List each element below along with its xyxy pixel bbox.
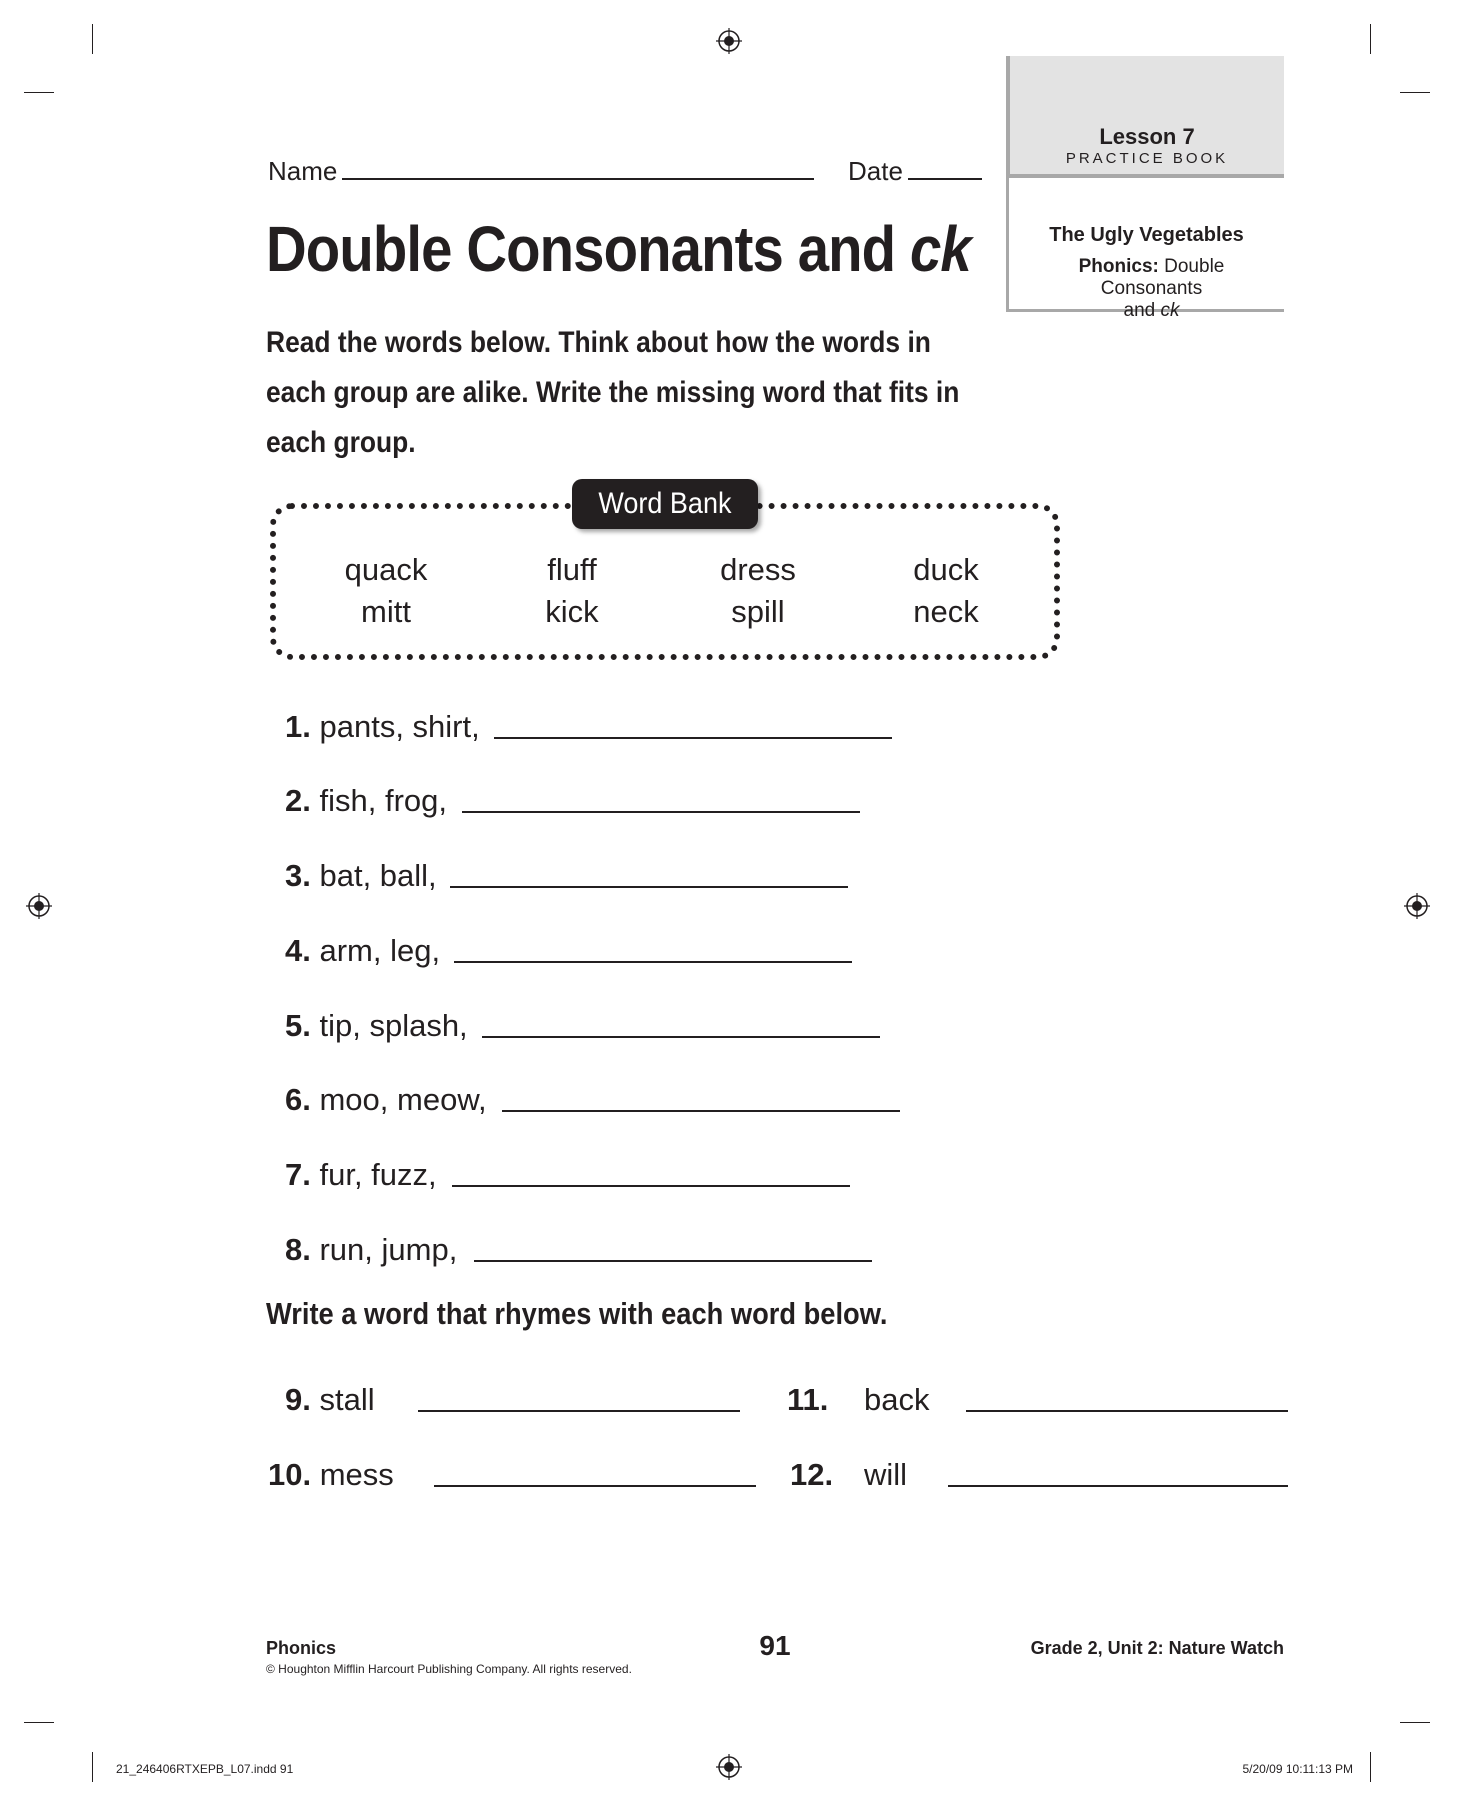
rhyme-answer-line-10[interactable] xyxy=(434,1485,756,1487)
answer-line-6[interactable] xyxy=(502,1110,900,1112)
word-bank-word: spill xyxy=(731,594,785,629)
question-5: 5. tip, splash, xyxy=(285,1008,468,1043)
rhyme-question-11: 11. xyxy=(787,1382,829,1417)
question-6: 6. moo, meow, xyxy=(285,1082,487,1117)
rhyme-question-12: 12. xyxy=(790,1457,834,1492)
word-bank-word: quack xyxy=(344,552,428,587)
story-box xyxy=(1006,178,1284,321)
name-label: Name xyxy=(268,156,338,186)
word-bank-word: fluff xyxy=(547,552,597,587)
question-1: 1. pants, shirt, xyxy=(285,709,480,744)
answer-line-4[interactable] xyxy=(454,961,852,963)
registration-target-icon xyxy=(716,1754,742,1780)
practice-book-label: PRACTICE BOOK xyxy=(1065,150,1229,167)
rhyme-word-11: back xyxy=(864,1382,930,1417)
question-3: 3. bat, ball, xyxy=(285,858,437,893)
word-bank-word: mitt xyxy=(361,594,411,629)
crop-mark xyxy=(92,24,93,54)
answer-line-8[interactable] xyxy=(474,1260,872,1262)
question-8: 8. run, jump, xyxy=(285,1232,458,1267)
rhyme-instructions: Write a word that rhymes with each word below. xyxy=(266,1296,888,1331)
story-title: The Ugly Vegetables xyxy=(1049,224,1244,246)
crop-mark xyxy=(1370,1752,1371,1782)
rhyme-question-9: 9. stall xyxy=(285,1382,375,1417)
question-7: 7. fur, fuzz, xyxy=(285,1157,437,1192)
lesson-box xyxy=(1006,56,1284,178)
answer-line-7[interactable] xyxy=(452,1185,850,1187)
name-field[interactable] xyxy=(342,178,814,180)
title-ck: ck xyxy=(909,213,971,285)
page-title xyxy=(266,212,971,286)
word-bank-word: neck xyxy=(913,594,979,629)
registration-target-icon xyxy=(716,28,742,54)
answer-line-2[interactable] xyxy=(462,811,860,813)
instructions: Read the words below. Think about how the words in each group are alike. Write the missing word that fits in each group. xyxy=(266,326,960,459)
phonics-ck: ck xyxy=(1160,300,1180,321)
slug-timestamp: 5/20/09 10:11:13 PM xyxy=(1242,1762,1353,1776)
rhyme-word-12: will xyxy=(864,1457,908,1492)
word-bank-label: Word Bank xyxy=(572,479,758,529)
crop-mark xyxy=(1370,24,1371,54)
phonics-and: and xyxy=(1123,300,1156,321)
question-2: 2. fish, frog, xyxy=(285,783,447,818)
story-phonics xyxy=(1029,256,1274,322)
registration-target-icon xyxy=(26,893,52,919)
answer-line-3[interactable] xyxy=(450,886,848,888)
word-bank-word: dress xyxy=(720,552,796,587)
crop-mark xyxy=(1400,1722,1430,1723)
footer-copyright: © Houghton Mifflin Harcourt Publishing Company. All rights reserved. xyxy=(266,1662,632,1676)
phonics-text: Double Consonants xyxy=(1100,256,1225,299)
lesson-number: Lesson 7 xyxy=(1099,124,1195,149)
question-4: 4. arm, leg, xyxy=(285,933,441,968)
slug-filename: 21_246406RTXEPB_L07.indd 91 xyxy=(116,1762,294,1776)
word-bank-word: kick xyxy=(545,594,599,629)
crop-mark xyxy=(24,1722,54,1723)
word-bank-word: duck xyxy=(913,552,979,587)
rhyme-answer-line-12[interactable] xyxy=(948,1485,1288,1487)
footer-grade-unit: Grade 2, Unit 2: Nature Watch xyxy=(1030,1638,1284,1658)
rhyme-question-10: 10. mess xyxy=(268,1457,394,1492)
answer-line-1[interactable] xyxy=(494,737,892,739)
date-field[interactable] xyxy=(908,178,982,180)
page-number: 91 xyxy=(759,1630,791,1661)
date-label: Date xyxy=(848,156,903,186)
registration-target-icon xyxy=(1404,893,1430,919)
crop-mark xyxy=(92,1752,93,1782)
phonics-label: Phonics: xyxy=(1078,256,1159,277)
title-main: Double Consonants and xyxy=(266,213,896,285)
answer-line-5[interactable] xyxy=(482,1036,880,1038)
rhyme-answer-line-11[interactable] xyxy=(966,1410,1288,1412)
crop-mark xyxy=(1400,92,1430,93)
crop-mark xyxy=(24,92,54,93)
footer-subject: Phonics xyxy=(266,1638,337,1658)
rhyme-answer-line-9[interactable] xyxy=(418,1410,740,1412)
